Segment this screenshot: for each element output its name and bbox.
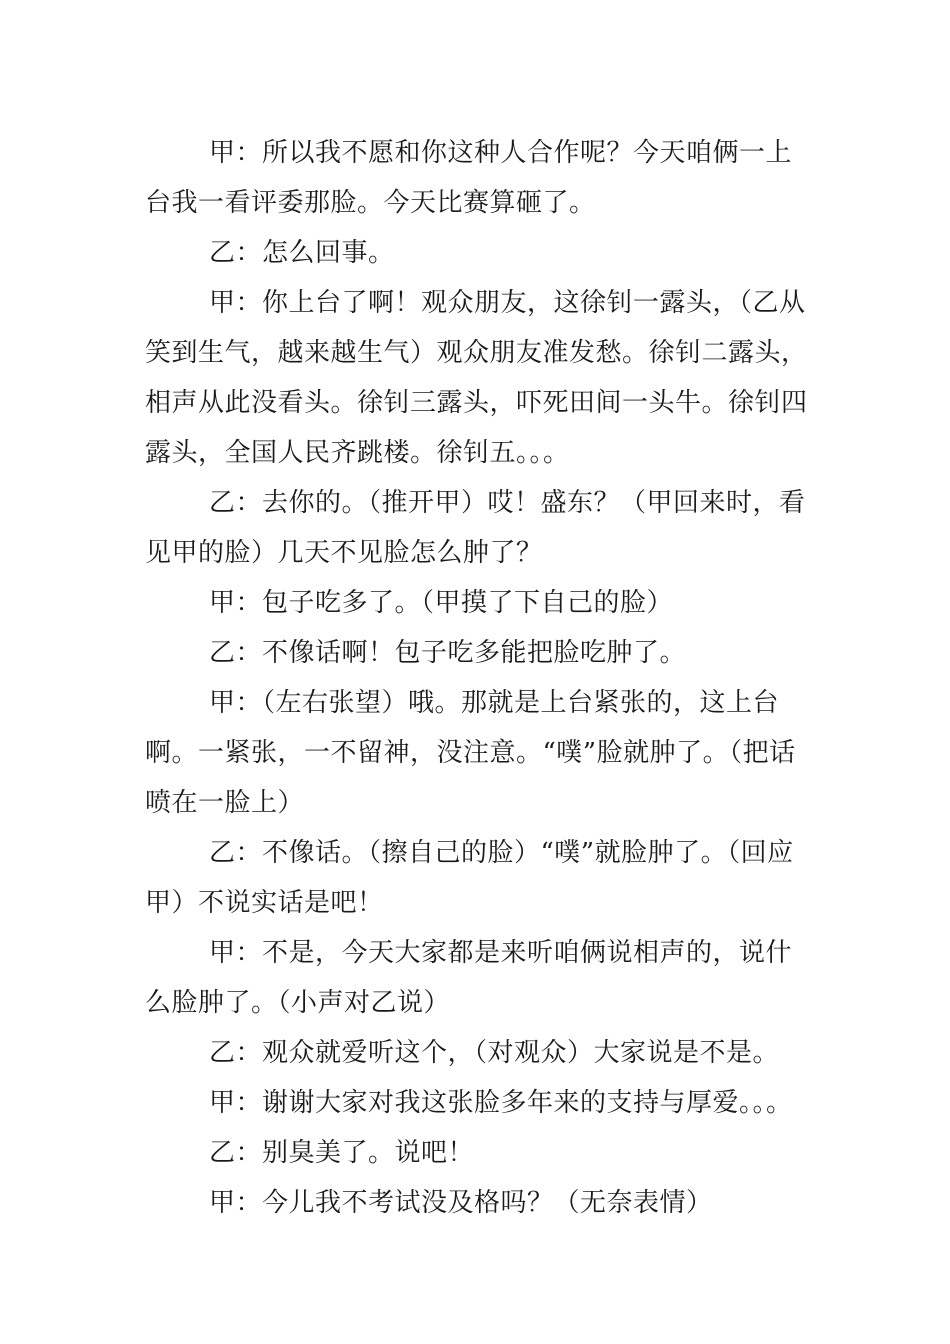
dialogue-line-6: 乙：不像话啊！包子吃多能把脸吃肿了。 xyxy=(209,638,687,668)
dialogue-line-9: 甲：不是，今天大家都是来听咱俩说相声的，说什么脸肿了。（小声对乙说） xyxy=(145,938,793,1018)
dialogue-line-11: 甲：谢谢大家对我这张脸多年来的支持与厚爱。。。 xyxy=(209,1088,793,1118)
dialogue-line-3: 甲：你上台了啊！观众朋友，这徐钊一露头，（乙从笑到生气，越来越生气）观众朋友准发愁。徐钊二露头，相声从此没看头。徐钊三露头，吓死田间一头牛。徐钊四露头，全国人民齐跳楼。徐钊五。。。 xyxy=(145,288,808,468)
dialogue-line-10: 乙：观众就爱听这个，（对观众）大家说是不是。 xyxy=(209,1038,780,1068)
dialogue-line-12: 乙：别臭美了。说吧！ xyxy=(209,1138,475,1168)
dialogue-line-2: 乙：怎么回事。 xyxy=(209,238,395,268)
dialogue-line-7: 甲：（左右张望）哦。那就是上台紧张的，这上台啊。一紧张，一不留神，没注意。“噗”脸就肿了。（把话喷在一脸上） xyxy=(145,688,796,818)
dialogue-text xyxy=(145,128,815,1228)
dialogue-line-8: 乙：不像话。（擦自己的脸）“噗”就脸肿了。（回应甲）不说实话是吧！ xyxy=(145,838,794,918)
dialogue-line-4: 乙：去你的。（推开甲）哎！盛东？（甲回来时，看见甲的脸）几天不见脸怎么肿了？ xyxy=(145,488,806,568)
dialogue-line-13: 甲：今儿我不考试没及格吗？（无奈表情） xyxy=(209,1188,713,1218)
dialogue-line-1: 甲：所以我不愿和你这种人合作呢？今天咱俩一上台我一看评委那脸。今天比赛算砸了。 xyxy=(145,138,793,218)
dialogue-line-5: 甲：包子吃多了。（甲摸了下自己的脸） xyxy=(209,588,674,618)
